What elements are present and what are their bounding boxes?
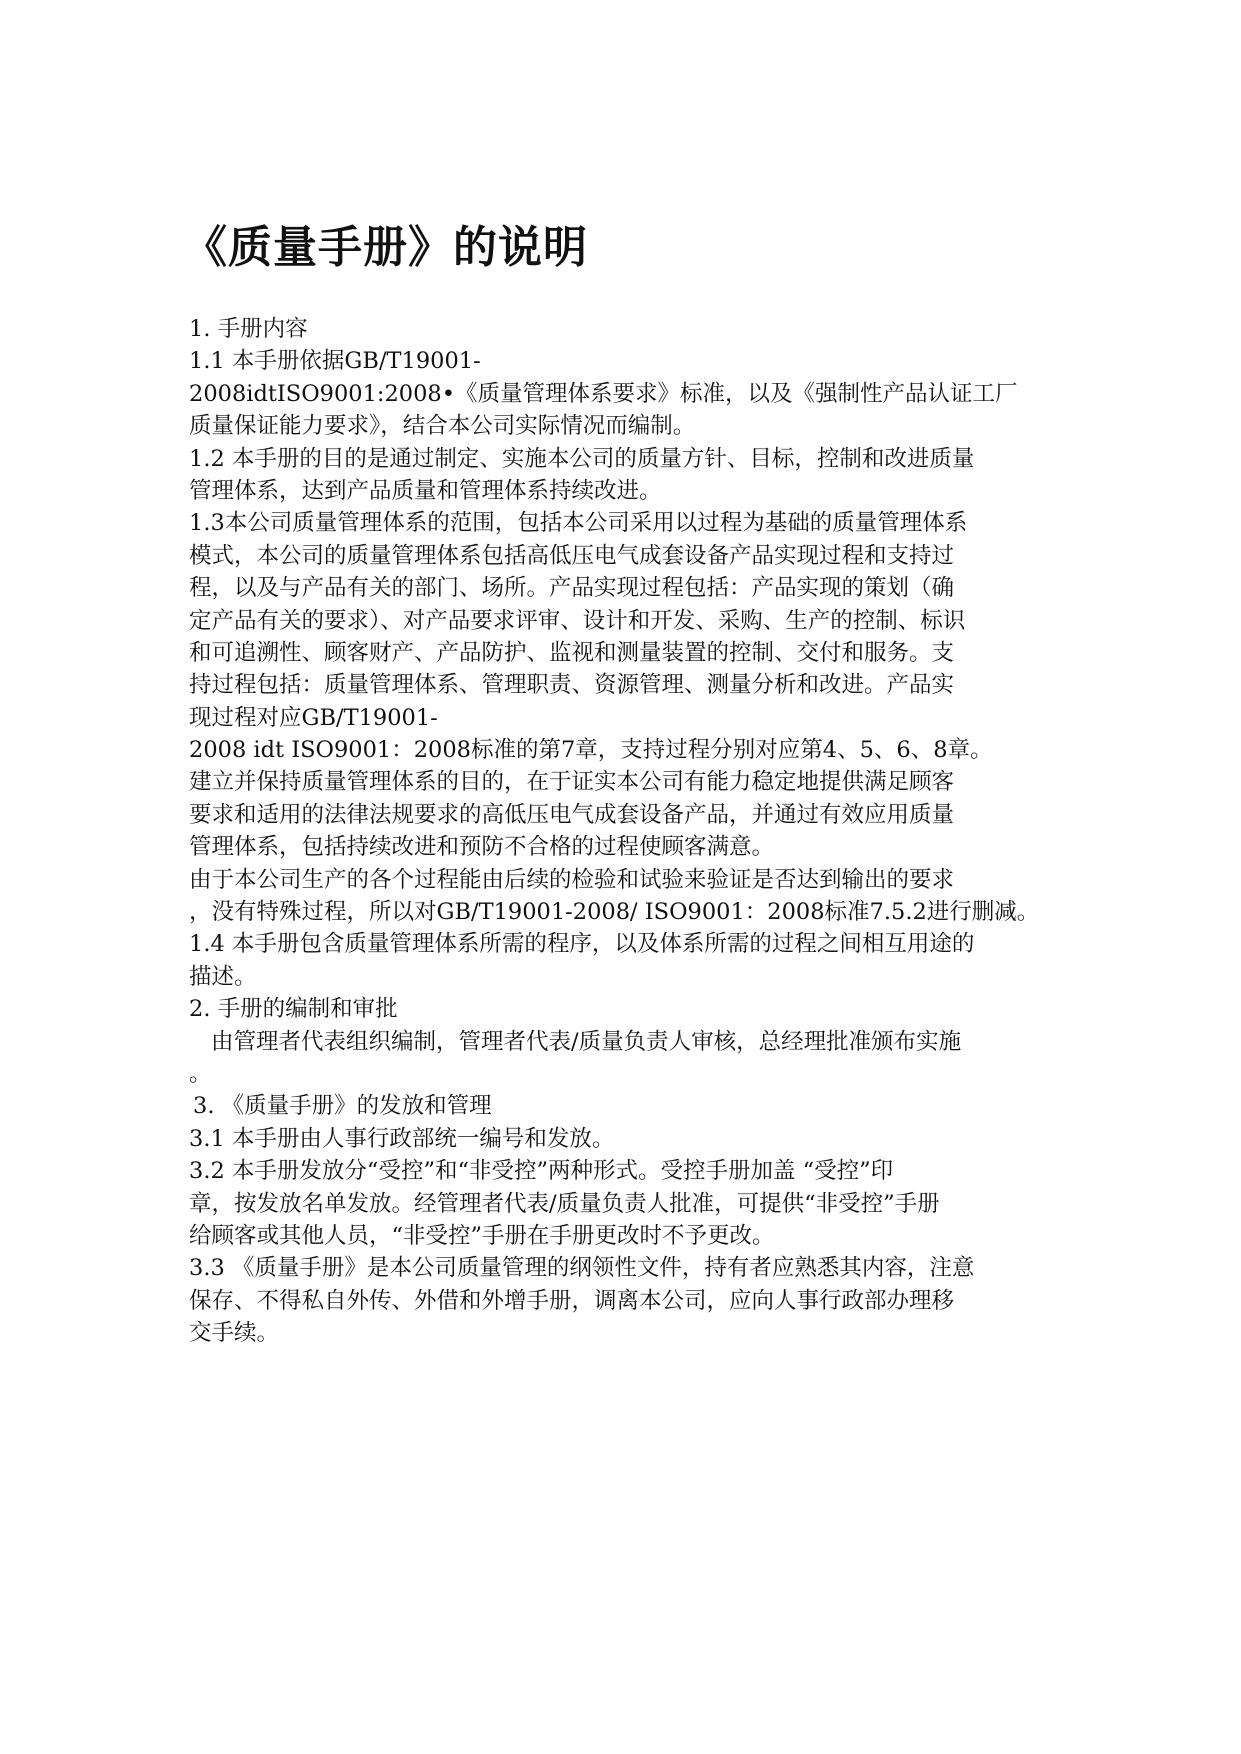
paragraph-line: 管理体系，达到产品质量和管理体系持续改进。 [189, 477, 662, 504]
paragraph-line: 模式，本公司的质量管理体系包括高低压电气成套设备产品实现过程和支持过 [189, 542, 955, 569]
paragraph-line: 交手续。 [189, 1320, 280, 1347]
paragraph-line: 保存、不得私自外传、外借和外增手册，调离本公司，应向人事行政部办理移 [189, 1287, 955, 1314]
paragraph-line: 和可追溯性、顾客财产、产品防护、监视和测量装置的控制、交付和服务。支 [189, 639, 955, 666]
document-title: 《质量手册》的说明 [183, 222, 588, 273]
paragraph-line: 3.2 本手册发放分“受控”和“非受控”两种形式。受控手册加盖 “受控”印 [189, 1158, 894, 1185]
paragraph-line: 2008 idt ISO9001：2008标准的第7章，支持过程分别对应第4、5、6、8章。 [189, 737, 993, 764]
section-heading-1: 1. 手册内容 [189, 316, 308, 342]
paragraph-line: 描述。 [189, 963, 257, 990]
paragraph-line: 2008idtISO9001:2008•《质量管理体系要求》标准，以及《强制性产品认证工厂 [189, 380, 1018, 407]
paragraph-line: 1.4 本手册包含质量管理体系所需的程序，以及体系所需的过程之间相互用途的 [189, 931, 975, 958]
section-heading-3: 3. 《质量手册》的发放和管理 [193, 1093, 492, 1120]
paragraph-line: 程，以及与产品有关的部门、场所。产品实现过程包括：产品实现的策划（确 [189, 575, 955, 602]
paragraph-line: 章，按发放名单发放。经管理者代表/质量负责人批准，可提供“非受控”手册 [189, 1190, 940, 1217]
paragraph-line: ，没有特殊过程，所以对GB/T19001-2008/ ISO9001：2008标准7.5.2进行删减。 [189, 899, 1040, 926]
paragraph-line: 。 [189, 1060, 212, 1087]
paragraph-line: 1.1 本手册依据GB/T19001- [189, 348, 481, 375]
paragraph-line: 建立并保持质量管理体系的目的，在于证实本公司有能力稳定地提供满足顾客 [189, 769, 955, 796]
paragraph-line: 3.1 本手册由人事行政部统一编号和发放。 [189, 1125, 615, 1152]
paragraph-line: 定产品有关的要求）、对产品要求评审、设计和开发、采购、生产的控制、标识 [189, 607, 966, 634]
paragraph-line: 由管理者代表组织编制，管理者代表/质量负责人审核，总经理批准颁布实施 [211, 1028, 962, 1055]
paragraph-line: 1.3本公司质量管理体系的范围，包括本公司采用以过程为基础的质量管理体系 [189, 510, 968, 537]
paragraph-line: 由于本公司生产的各个过程能由后续的检验和试验来验证是否达到输出的要求 [189, 866, 955, 893]
paragraph-line: 3.3 《质量手册》是本公司质量管理的纲领性文件，持有者应熟悉其内容，注意 [189, 1255, 975, 1282]
paragraph-line: 1.2 本手册的目的是通过制定、实施本公司的质量方针、目标，控制和改进质量 [189, 445, 975, 472]
paragraph-line: 要求和适用的法律法规要求的高低压电气成套设备产品，并通过有效应用质量 [189, 801, 955, 828]
paragraph-line: 管理体系，包括持续改进和预防不合格的过程使顾客满意。 [189, 834, 775, 861]
paragraph-line: 质量保证能力要求》，结合本公司实际情况而编制。 [189, 413, 696, 440]
paragraph-line: 持过程包括：质量管理体系、管理职责、资源管理、测量分析和改进。产品实 [189, 672, 955, 699]
paragraph-line: 给顾客或其他人员，“非受控”手册在手册更改时不予更改。 [189, 1222, 775, 1249]
paragraph-line: 现过程对应GB/T19001- [189, 704, 438, 731]
section-heading-2: 2. 手册的编制和审批 [189, 996, 398, 1023]
document-body [189, 313, 1051, 1350]
